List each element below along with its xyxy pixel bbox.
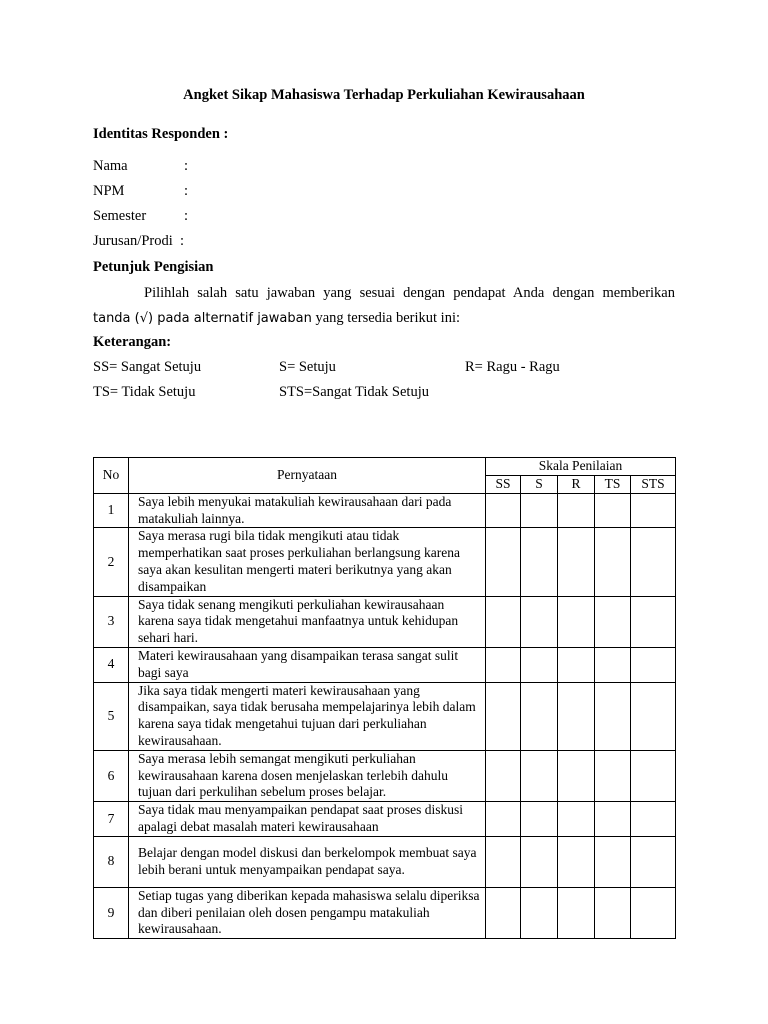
answer-cell-s[interactable]: [521, 750, 558, 801]
document-title: Angket Sikap Mahasiswa Terhadap Perkuliahan Kewirausahaan: [183, 87, 585, 103]
answer-cell-sts[interactable]: [631, 596, 676, 647]
answer-cell-ts[interactable]: [595, 836, 631, 887]
legend-item-r: R= Ragu - Ragu: [465, 359, 560, 375]
instructions-handwritten-part: tanda (√) pada alternatif jawaban: [93, 311, 312, 326]
legend-heading: Keterangan:: [93, 334, 172, 350]
field-colon-semester: :: [184, 208, 189, 224]
legend-item-sts: STS=Sangat Tidak Setuju: [279, 384, 429, 400]
answer-cell-ss[interactable]: [486, 836, 521, 887]
answer-cell-r[interactable]: [558, 493, 595, 528]
answer-cell-ts[interactable]: [595, 887, 631, 938]
answer-cell-s[interactable]: [521, 647, 558, 682]
answer-cell-sts[interactable]: [631, 887, 676, 938]
field-label-semester: Semester: [93, 208, 147, 224]
answer-cell-r[interactable]: [558, 802, 595, 837]
row-number: 4: [94, 647, 129, 682]
row-number: 3: [94, 596, 129, 647]
header-scale-r: R: [558, 476, 595, 494]
answer-cell-r[interactable]: [558, 647, 595, 682]
row-statement: Belajar dengan model diskusi dan berkelompok membuat saya lebih berani untuk menyampaikan pendapat saya.: [129, 836, 486, 887]
header-no: No: [94, 458, 129, 494]
answer-cell-r[interactable]: [558, 836, 595, 887]
instructions-heading: Petunjuk Pengisian: [93, 259, 214, 275]
row-statement: Saya merasa lebih semangat mengikuti perkuliahan kewirausahaan karena dosen menjelaskan terlebih dahulu tujuan dari perkulihan sebelum proses belajar.: [129, 750, 486, 801]
identity-heading: Identitas Responden :: [93, 126, 229, 142]
instructions-line-2-rest: yang tersedia berikut ini:: [311, 310, 461, 326]
answer-cell-sts[interactable]: [631, 647, 676, 682]
legend-item-ss: SS= Sangat Setuju: [93, 359, 202, 375]
table-row: [94, 836, 676, 887]
row-statement: Materi kewirausahaan yang disampaikan terasa sangat sulit bagi saya: [129, 647, 486, 682]
answer-cell-ts[interactable]: [595, 493, 631, 528]
field-colon-nama: :: [184, 158, 189, 174]
row-number: 6: [94, 750, 129, 801]
header-scale-sts: STS: [631, 476, 676, 494]
answer-cell-s[interactable]: [521, 887, 558, 938]
field-label-jurusan: Jurusan/Prodi: [93, 233, 173, 249]
table-row: [94, 647, 676, 682]
answer-cell-sts[interactable]: [631, 802, 676, 837]
answer-cell-s[interactable]: [521, 836, 558, 887]
row-number: 2: [94, 528, 129, 596]
row-number: 5: [94, 682, 129, 750]
instructions-line-2: [93, 310, 460, 327]
answer-cell-ts[interactable]: [595, 596, 631, 647]
table-row: [94, 596, 676, 647]
answer-cell-sts[interactable]: [631, 836, 676, 887]
table-row: [94, 887, 676, 938]
answer-cell-ss[interactable]: [486, 647, 521, 682]
table-row: [94, 750, 676, 801]
legend-item-s: S= Setuju: [279, 359, 336, 375]
legend-item-ts: TS= Tidak Setuju: [93, 384, 196, 400]
instructions-line-1: Pilihlah salah satu jawaban yang sesuai dengan pendapat Anda dengan memberikan: [144, 285, 675, 301]
answer-cell-ts[interactable]: [595, 802, 631, 837]
answer-cell-s[interactable]: [521, 528, 558, 596]
row-number: 1: [94, 493, 129, 528]
header-scale-s: S: [521, 476, 558, 494]
row-statement: Saya merasa rugi bila tidak mengikuti atau tidak memperhatikan saat proses perkuliahan berlangsung karena saya akan kesulitan mengerti materi berikutnya yang akan disampaikan: [129, 528, 486, 596]
field-label-npm: NPM: [93, 183, 125, 199]
answer-cell-ss[interactable]: [486, 682, 521, 750]
table-row: [94, 802, 676, 837]
answer-cell-r[interactable]: [558, 528, 595, 596]
answer-cell-sts[interactable]: [631, 493, 676, 528]
answer-cell-ts[interactable]: [595, 682, 631, 750]
row-statement: Setiap tugas yang diberikan kepada mahasiswa selalu diperiksa dan diberi penilaian oleh dosen pengampu matakuliah kewirausahaan.: [129, 887, 486, 938]
answer-cell-r[interactable]: [558, 682, 595, 750]
row-statement: Saya lebih menyukai matakuliah kewirausahaan dari pada matakuliah lainnya.: [129, 493, 486, 528]
answer-cell-sts[interactable]: [631, 682, 676, 750]
row-number: 9: [94, 887, 129, 938]
answer-cell-r[interactable]: [558, 750, 595, 801]
header-scale-ts: TS: [595, 476, 631, 494]
answer-cell-r[interactable]: [558, 596, 595, 647]
answer-cell-s[interactable]: [521, 493, 558, 528]
header-scale-ss: SS: [486, 476, 521, 494]
survey-table: [93, 457, 676, 939]
answer-cell-s[interactable]: [521, 802, 558, 837]
answer-cell-sts[interactable]: [631, 750, 676, 801]
answer-cell-ss[interactable]: [486, 802, 521, 837]
table-row: [94, 682, 676, 750]
field-colon-jurusan: :: [180, 233, 185, 249]
answer-cell-ss[interactable]: [486, 750, 521, 801]
table-row: [94, 528, 676, 596]
answer-cell-s[interactable]: [521, 596, 558, 647]
header-scale: Skala Penilaian: [486, 458, 676, 476]
row-statement: Saya tidak mau menyampaikan pendapat saat proses diskusi apalagi debat masalah materi kewirausahaan: [129, 802, 486, 837]
table-row: [94, 493, 676, 528]
row-statement: Jika saya tidak mengerti materi kewirausahaan yang disampaikan, saya tidak berusaha mempelajarinya lebih dalam karena saya tidak mengetahui tujuan dari perkuliahan kewirausahaan.: [129, 682, 486, 750]
answer-cell-sts[interactable]: [631, 528, 676, 596]
row-number: 7: [94, 802, 129, 837]
answer-cell-s[interactable]: [521, 682, 558, 750]
row-number: 8: [94, 836, 129, 887]
answer-cell-ss[interactable]: [486, 528, 521, 596]
answer-cell-r[interactable]: [558, 887, 595, 938]
field-colon-npm: :: [184, 183, 189, 199]
table-header-row-1: [94, 458, 676, 476]
answer-cell-ss[interactable]: [486, 596, 521, 647]
header-statement: Pernyataan: [129, 458, 486, 494]
answer-cell-ss[interactable]: [486, 887, 521, 938]
row-statement: Saya tidak senang mengikuti perkuliahan kewirausahaan karena saya tidak mengetahui manfaatnya untuk kehidupan sehari hari.: [129, 596, 486, 647]
answer-cell-ts[interactable]: [595, 750, 631, 801]
answer-cell-ss[interactable]: [486, 493, 521, 528]
field-label-nama: Nama: [93, 158, 128, 174]
answer-cell-ts[interactable]: [595, 647, 631, 682]
answer-cell-ts[interactable]: [595, 528, 631, 596]
